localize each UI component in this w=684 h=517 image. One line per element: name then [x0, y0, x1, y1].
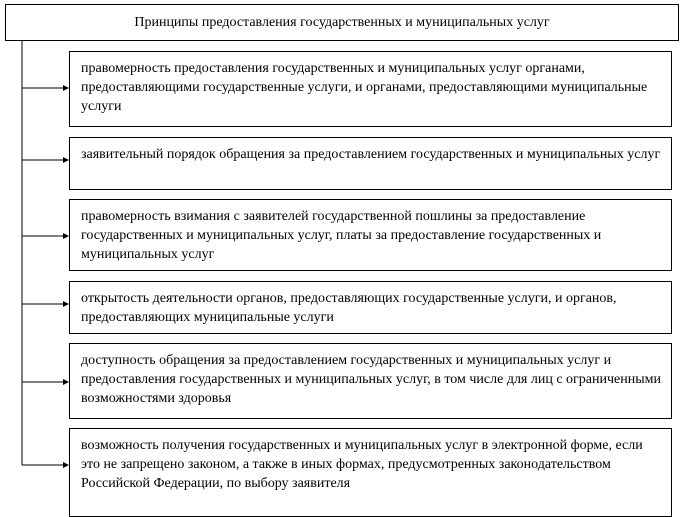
principle-box-6: возможность получения государственных и муниципальных услуг в электронной форме, если это не запрещено законом, а также в иных формах, предусмотренных законодательством Российской Федерации, по выбору заявителя: [69, 428, 672, 517]
principle-box-1: правомерность предоставления государственных и муниципальных услуг органами, предоставляющими государственные услуги, и органами, предоставляющими муниципальные услуги: [69, 51, 672, 127]
principle-box-4: открытость деятельности органов, предоставляющих государственные услуги, и органов, предоставляющих муниципальные услуги: [69, 281, 672, 334]
arrow-to-principle-4: [22, 301, 69, 307]
arrow-to-principle-2: [22, 157, 69, 163]
arrow-to-principle-3: [22, 233, 69, 239]
principle-box-2: заявительный порядок обращения за предоставлением государственных и муниципальных услуг: [69, 137, 672, 190]
arrow-to-principle-1: [22, 85, 69, 91]
arrow-to-principle-5: [22, 379, 69, 385]
arrow-to-principle-6: [22, 462, 69, 468]
diagram-title: Принципы предоставления государственных и муниципальных услуг: [5, 4, 679, 41]
principle-box-5: доступность обращения за предоставлением государственных и муниципальных услуг и предоставления государственных и муниципальных услуг, в том числе для лиц с ограниченными возможностями здоровья: [69, 343, 672, 419]
principle-box-3: правомерность взимания с заявителей государственной пошлины за предоставление государственных и муниципальных услуг, платы за предоставление государственных и муниципальных услуг: [69, 199, 672, 271]
